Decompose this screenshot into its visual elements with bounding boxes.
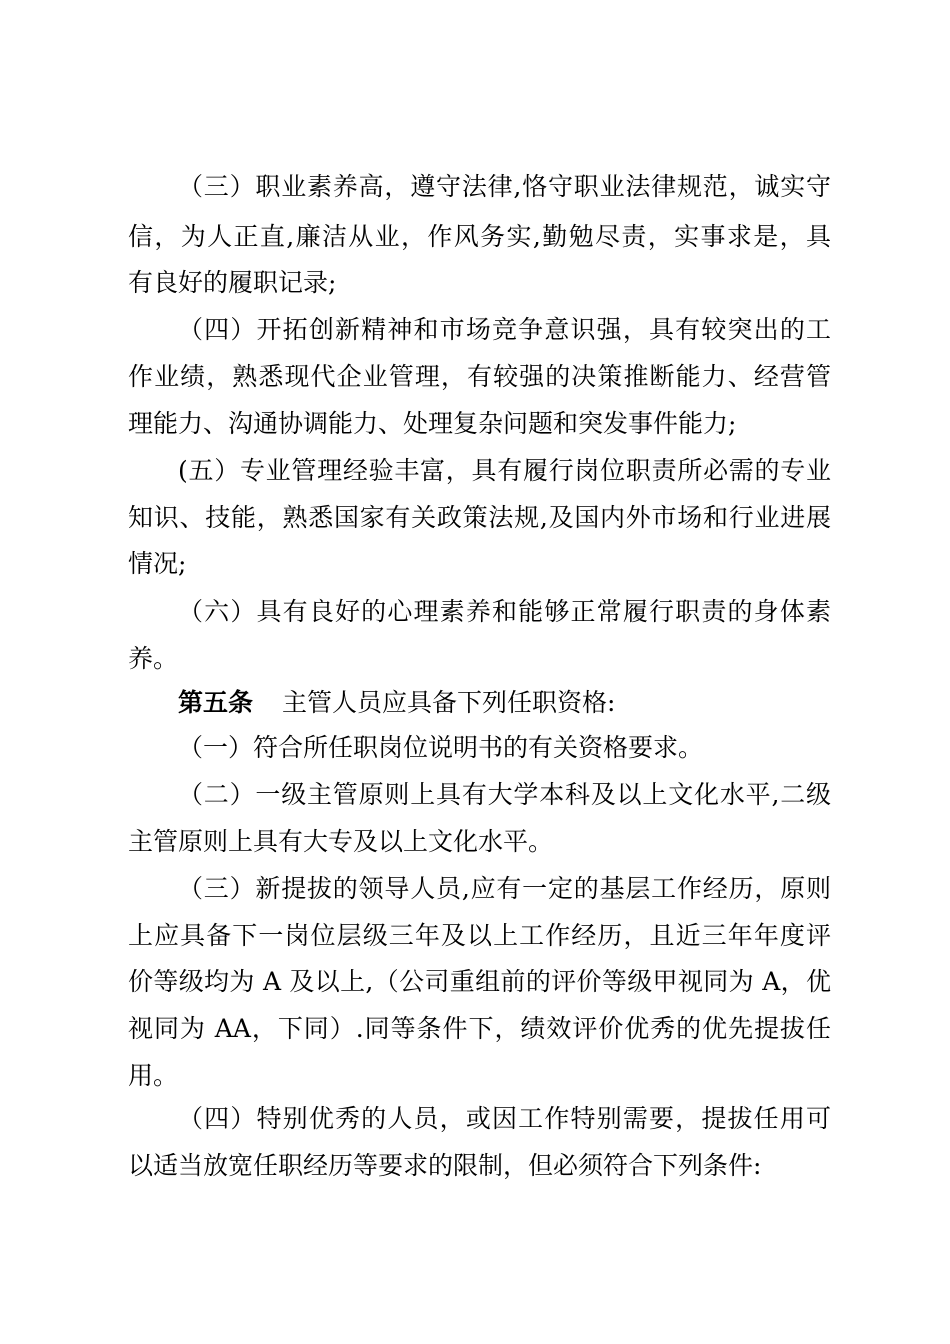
text-line: （三）职业素养高，遵守法律,恪守职业法律规范，诚实守 (178, 172, 831, 201)
text-line: （四）特别优秀的人员，或因工作特别需要，提拔任用可 (178, 1104, 831, 1133)
article-label: 第五条 (178, 688, 254, 717)
text-line: 用。 (128, 1061, 179, 1090)
text-line: (五）专业管理经验丰富，具有履行岗位职责所必需的专业 (178, 456, 831, 485)
text-line: 养。 (128, 644, 179, 673)
article-heading-text: 主管人员应具备下列任职资格: (282, 688, 616, 717)
text-line: 知识、技能，熟悉国家有关政策法规,及国内外市场和行业进展 (128, 503, 831, 532)
text-line: 作业绩，熟悉现代企业管理，有较强的决策推断能力、经营管 (128, 362, 831, 391)
text-line: 理能力、沟通协调能力、处理复杂问题和突发事件能力; (128, 409, 737, 438)
text-line: （六）具有良好的心理素养和能够正常履行职责的身体素 (178, 597, 831, 626)
text-line: 主管原则上具有大专及以上文化水平。 (128, 827, 554, 856)
text-line: 信，为人正直,廉洁从业，作风务实,勤勉尽责，实事求是，具 (128, 222, 831, 251)
text-line: 视同为 AA，下同）.同等条件下，绩效评价优秀的优先提拔任 (128, 1014, 831, 1043)
text-line: 上应具备下一岗位层级三年及以上工作经历，且近三年年度评 (128, 921, 831, 950)
text-line: （二）一级主管原则上具有大学本科及以上文化水平,二级 (178, 780, 831, 809)
text-line: （一）符合所任职岗位说明书的有关资格要求。 (178, 733, 704, 762)
text-line: （三）新提拔的领导人员,应有一定的基层工作经历，原则 (178, 874, 831, 903)
text-line: 以适当放宽任职经历等要求的限制，但必须符合下列条件: (128, 1151, 762, 1180)
text-line: （四）开拓创新精神和市场竞争意识强，具有较突出的工 (178, 315, 831, 344)
text-line: 价等级均为 A 及以上,（公司重组前的评价等级甲视同为 A，优 (128, 967, 831, 996)
text-line: 有良好的履职记录; (128, 268, 337, 297)
text-line: 情况; (128, 549, 187, 578)
